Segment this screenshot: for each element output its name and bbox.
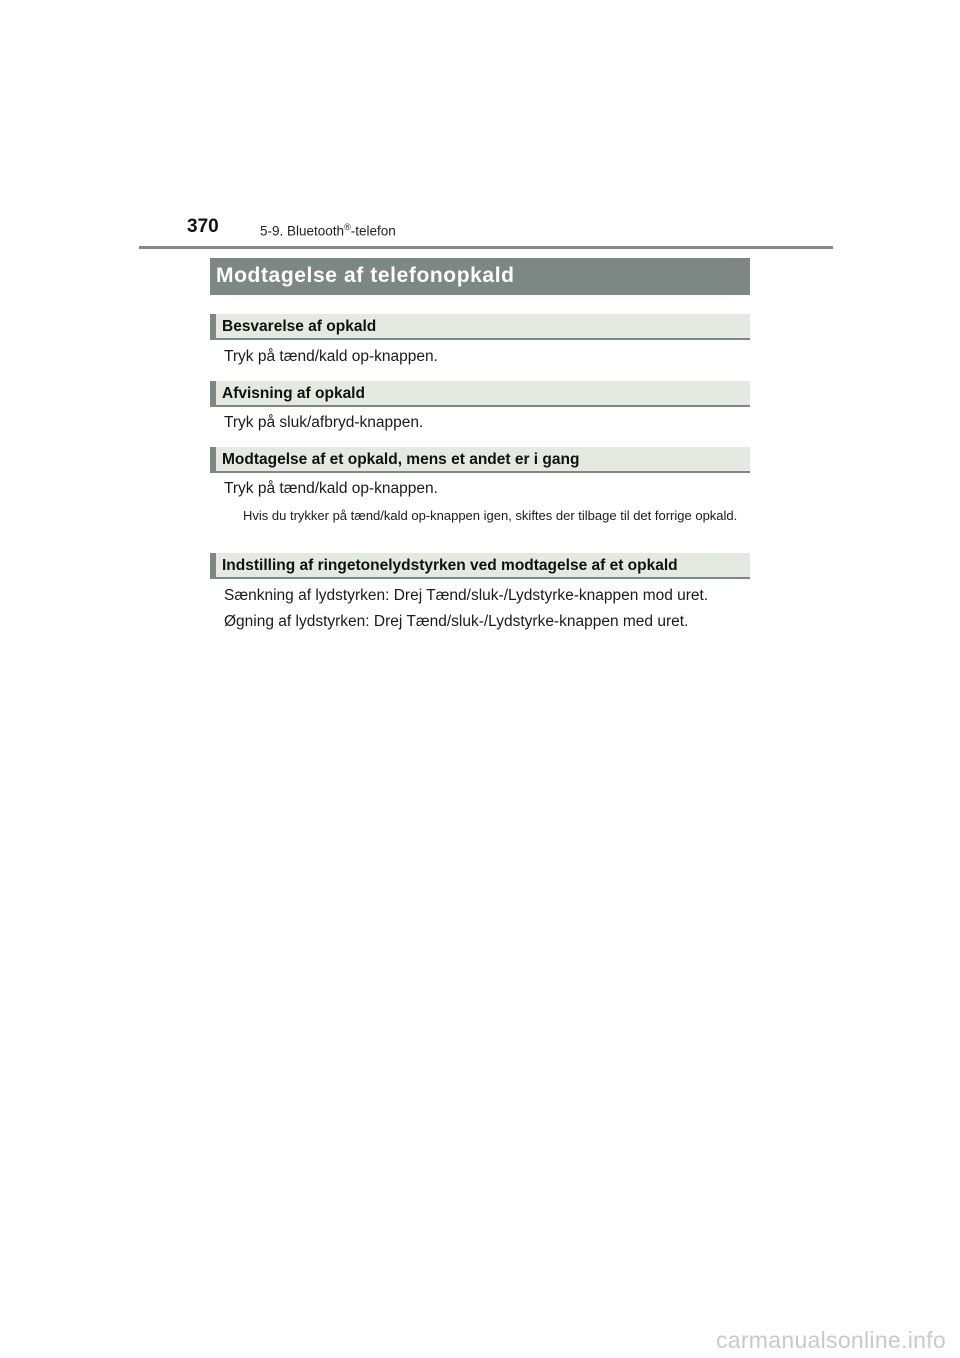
subheading-answer-call: Besvarelse af opkald: [210, 314, 750, 340]
watermark: carmanualsonline.info: [715, 1327, 946, 1353]
instruction-call-waiting: Tryk på tænd/kald op-knappen.: [224, 480, 438, 497]
registered-mark: ®: [344, 222, 351, 232]
instruction-reject-call: Tryk på sluk/afbryd-knappen.: [224, 414, 424, 431]
subheading-call-waiting: Modtagelse af et opkald, mens et andet er i gang: [210, 447, 750, 473]
instruction-volume-down: Sænkning af lydstyrken: Drej Tænd/sluk-/Lydstyrke-knappen mod uret.: [224, 587, 709, 604]
subheading-reject-call: Afvisning af opkald: [210, 381, 750, 407]
section-suffix: -telefon: [350, 223, 396, 239]
instruction-answer-call: Tryk på tænd/kald op-knappen.: [224, 348, 438, 365]
section-name: 5-9. Bluetooth: [260, 223, 345, 239]
note-call-waiting: Hvis du trykker på tænd/kald op-knappen igen, skiftes der tilbage til det forrige opkald.: [243, 508, 738, 523]
page-number: 370: [187, 216, 219, 237]
subheading-ringtone-volume: Indstilling af ringetonelydstyrken ved modtagelse af et opkald: [210, 553, 750, 579]
section-path: [260, 222, 396, 239]
page-header: [139, 214, 833, 249]
instruction-volume-up: Øgning af lydstyrken: Drej Tænd/sluk-/Lydstyrke-knappen med uret.: [224, 613, 689, 630]
page-title: Modtagelse af telefonopkald: [210, 258, 750, 295]
